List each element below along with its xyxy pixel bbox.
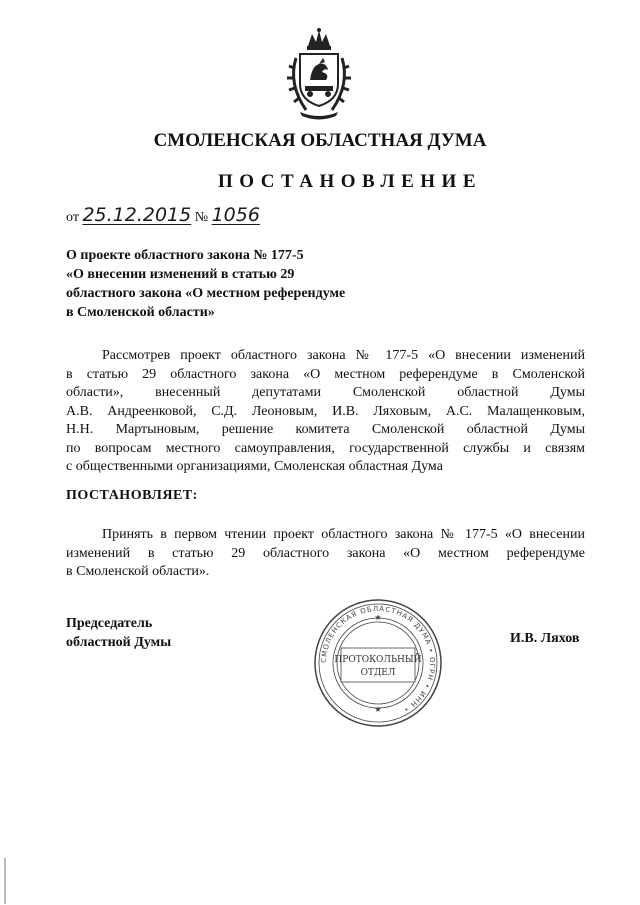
- organization-title: СМОЛЕНСКАЯ ОБЛАСТНАЯ ДУМА: [153, 130, 487, 151]
- subject-line: областного закона «О местном референдуме: [66, 286, 346, 301]
- paragraph-line: в Смоленской области».: [66, 564, 210, 579]
- paragraph-line: изменений в статью 29 областного закона «О местном референдуме: [66, 545, 585, 561]
- position-line: областной Думы: [66, 635, 172, 650]
- paragraph-line: Принять в первом чтении проект областного закона № 177-5 «О внесении: [102, 527, 585, 542]
- signer-name: И.В. Ляхов: [510, 631, 580, 646]
- paragraph-line: с общественными организациями, Смоленская областная Дума: [66, 459, 443, 474]
- paragraph-line: Рассмотрев проект областного закона № 177-5 «О внесении изменений: [102, 348, 585, 363]
- preamble-paragraph: [66, 347, 585, 477]
- stamp-star-icon: ★: [374, 705, 382, 714]
- document-type-title: ПОСТАНОВЛЕНИЕ: [217, 171, 483, 192]
- scan-margin-mark: [4, 858, 6, 904]
- signature-position: [66, 614, 171, 652]
- smolensk-coat-of-arms-icon: [286, 28, 352, 120]
- paragraph-line: по вопросам местного самоуправления, государственной службы и связям: [66, 440, 585, 456]
- position-line: Председатель: [66, 616, 153, 631]
- paragraph-line: в статью 29 областного закона «О местном референдуме в Смоленской: [66, 366, 585, 382]
- subject-heading: [66, 246, 345, 322]
- handwritten-number: 1056: [211, 204, 260, 226]
- stamp-center-text-1: ПРОТОКОЛЬНЫЙ: [334, 655, 422, 665]
- paragraph-line: А.В. Андреенковой, С.Д. Леоновым, И.В. Ляховым, А.С. Малащенковым,: [66, 403, 585, 419]
- subject-line: «О внесении изменений в статью 29: [66, 267, 295, 282]
- subject-line: О проекте областного закона № 177-5: [66, 248, 304, 263]
- date-label: от: [66, 210, 79, 225]
- resolution-paragraph: [66, 526, 585, 582]
- stamp-star-icon: ★: [374, 613, 382, 622]
- stamp-ring-text: СМОЛЕНСКАЯ ОБЛАСТНАЯ ДУМА • ОГРН • ИНН •: [319, 604, 437, 715]
- paragraph-line: Н.Н. Мартыновым, решение комитета Смоленской областной Думы: [66, 422, 585, 437]
- paragraph-line: области», внесенный депутатами Смоленской областной Думы: [66, 385, 585, 400]
- subject-line: в Смоленской области»: [66, 305, 215, 320]
- handwritten-date: 25.12.2015: [82, 204, 192, 226]
- official-stamp: [313, 598, 443, 728]
- date-number-line: [66, 204, 260, 226]
- number-label: №: [194, 210, 209, 225]
- resolves-heading: ПОСТАНОВЛЯЕТ:: [66, 488, 198, 503]
- stamp-center-text-2: ОТДЕЛ: [360, 668, 396, 678]
